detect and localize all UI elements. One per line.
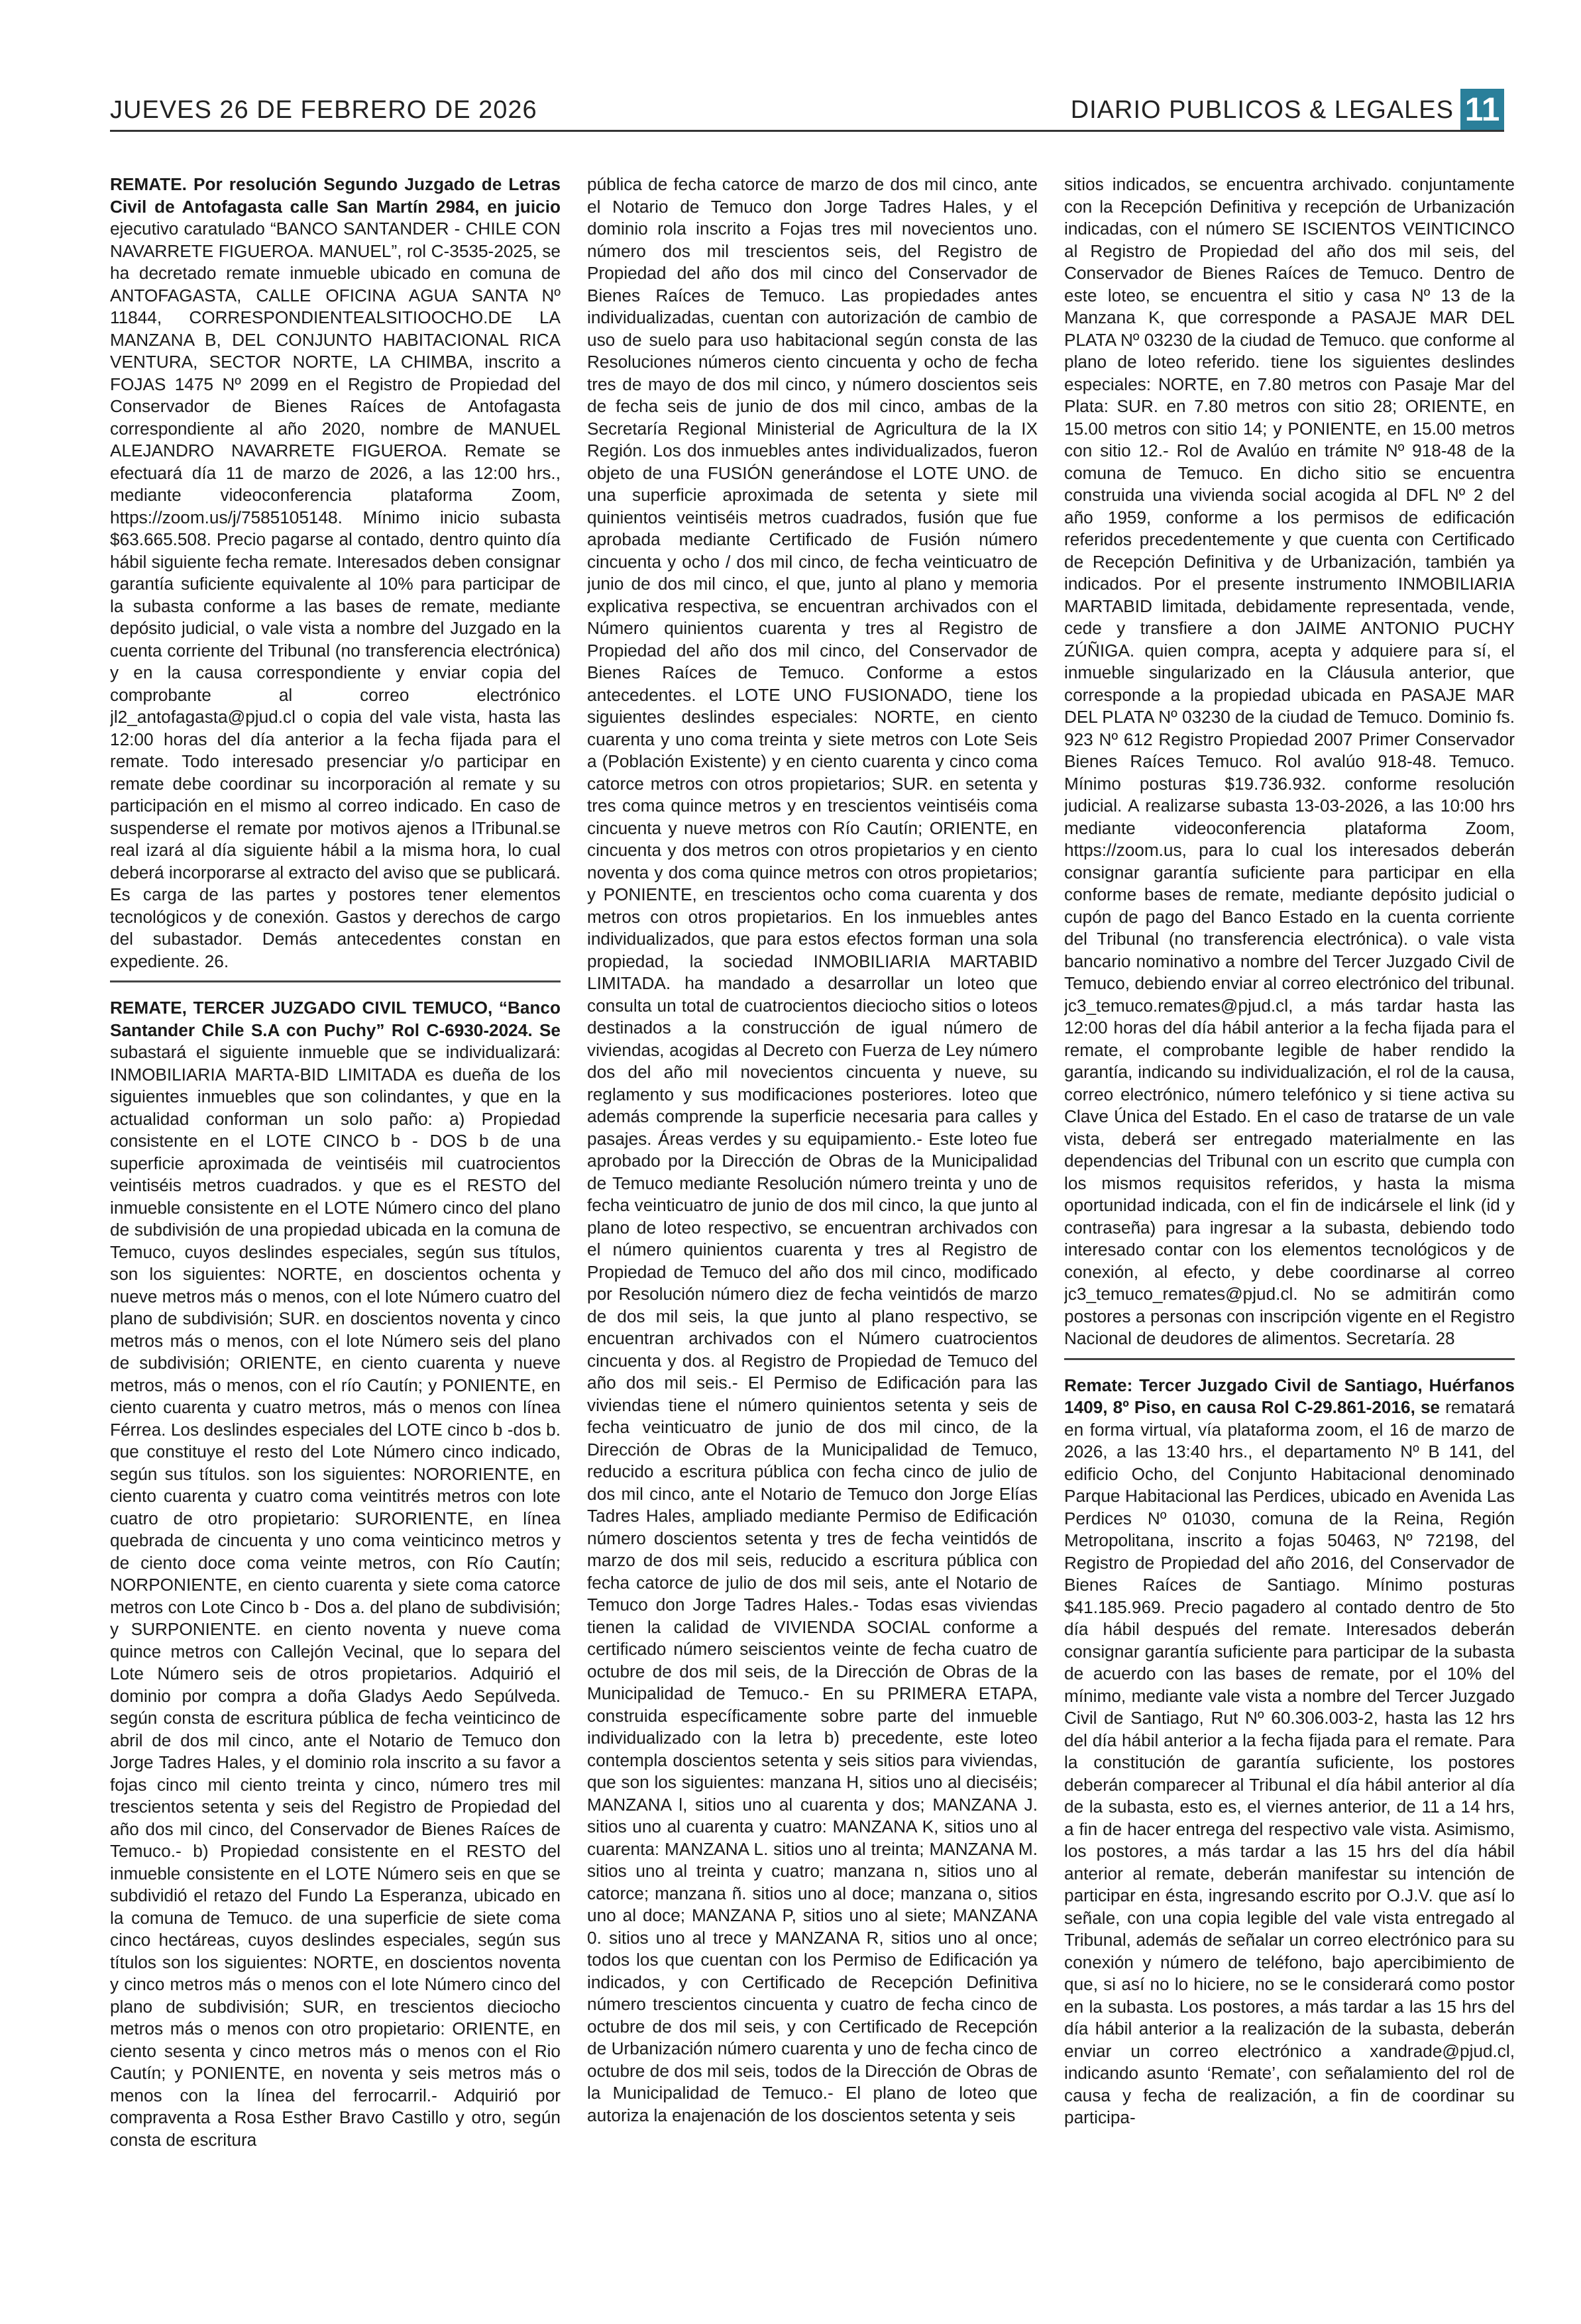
header-rule bbox=[110, 130, 1504, 132]
notice-remate-santiago bbox=[1064, 1375, 1515, 2129]
notice-remate-temuco bbox=[110, 997, 561, 2151]
newspaper-title: DIARIO PUBLICOS & LEGALES bbox=[1070, 96, 1454, 124]
column-1 bbox=[110, 174, 561, 2294]
notice-body: rematará en forma virtual, vía plataforma zoom, el 16 de marzo de 2026, a las 13:40 hrs., el departamento Nº B 141, del edificio Ocho, del Conjunto Habitacional denominado Parque Habitacional las Perdices, ubicado en Avenida Las Perdices Nº 01030, comuna de la Reina, Región Metropolitana, inscrito a fojas 50463, Nº 72198, del Registro de Propiedad del año 2016, del Conservador de Bienes Raíces de Santiago. Mínimo posturas $41.185.969. Precio pagadero al contado dentro de 5to día hábil después del remate. Interesados deberán consignar garantía suficiente para participar de la subasta de acuerdo con las bases de remate, por el 10% del mínimo, mediante vale vista a nombre del Tercer Juzgado Civil de Santiago, Rut Nº 60.306.003-2, hasta las 12 hrs del día hábil anterior a la fecha fijada para el remate. Para la constitución de garantía suficiente, los postores deberán comparecer al Tribunal el día hábil anterior al día de la subasta, esto es, el viernes anterior, de 11 a 14 hrs, a fin de hacer entrega del respectivo vale vista. Asimismo, los postores, a más tardar a las 15 hrs del día hábil anterior al remate, deberán manifestar su intención de participar en ésta, ingresando escrito por O.J.V. que así lo señale, con una copia legible del vale vista entregado al Tribunal, además de señalar un correo electrónico para su conexión y número de teléfono, bajo apercibimiento de que, si así no lo hiciere, no se le considerará como postor en la subasta. Los postores, a más tardar a las 15 hrs del día hábil anterior a la realización de la subasta, deberán enviar un correo electrónico a xandrade@pjud.cl, indicando asunto ‘Remate’, con señalamiento del rol de causa y fecha de realización, a fin de coordinar su participa- bbox=[1064, 1397, 1515, 2127]
notice-lead: REMATE. Por resolución Segundo Juzgado de Letras Civil de Antofagasta calle San Martín 2984, en juicio bbox=[110, 174, 561, 217]
notice-lead: Remate: Tercer Juzgado Civil de Santiago, Huérfanos 1409, 8º Piso, en causa Rol C-29.861-2016, se bbox=[1064, 1375, 1515, 1417]
notice-body: ejecutivo caratulado “BANCO SANTANDER - CHILE CON NAVARRETE FIGUEROA. MANUEL”, rol C-3535-2025, se ha decretado remate inmueble ubicado en comuna de ANTOFAGASTA, CALLE OFICINA AGUA SANTA Nº 11844, CORRESPONDIENTEALSITIOOCHO.DE LA MANZANA B, DEL CONJUNTO HABITACIONAL RICA VENTURA, SECTOR NORTE, LA CHIMBA, inscrito a FOJAS 1475 Nº 2099 en el Registro de Propiedad del Conservador de Bienes Raíces de Antofagasta correspondiente al año 2020, nombre de MANUEL ALEJANDRO NAVARRETE FIGUEROA. Remate se efectuará día 11 de marzo de 2026, a las 12:00 hrs., mediante videoconferencia plataforma Zoom, https://zoom.us/j/7585105148. Mínimo inicio subasta $63.665.508. Precio pagarse al contado, dentro quinto día hábil siguiente fecha remate. Interesados deben consignar garantía suficiente equivalente al 10% para participar de la subasta conforme a las bases de remate, mediante depósito judicial, o vale vista a nombre del Juzgado en la cuenta corriente del Tribunal (no transferencia electrónica) y en la causa correspondiente y enviar copia del comprobante al correo electrónico jl2_antofagasta@pjud.cl o copia del vale vista, hasta las 12:00 horas del día anterior a la fecha fijada para el remate. Todo interesado presenciar y/o participar en remate debe coordinar su incorporación al remate y su participación en el mismo al correo indicado. En caso de suspenderse el remate por motivos ajenos a lTribunal.se real izará al día siguiente hábil a la misma hora, lo cual deberá incorporarse al extracto del aviso que se publicará. Es carga de las partes y postores tener elementos tecnológicos y de conexión. Gastos y derechos de cargo del subastador. Demás antecedentes constan en expediente. 26. bbox=[110, 219, 561, 971]
notice-remate-antofagasta bbox=[110, 174, 561, 973]
notice-lead: REMATE, TERCER JUZGADO CIVIL TEMUCO, “Banco Santander Chile S.A con Puchy” Rol C-6930-2024. Se bbox=[110, 998, 561, 1040]
page-number: 11 bbox=[1460, 89, 1504, 130]
notice-remate-temuco-cont: pública de fecha catorce de marzo de dos mil cinco, ante el Notario de Temuco don Jorge Tadres Hales, y el dominio rola inscrito a Fojas tres mil novecientos uno. número dos mil trescientos seis, del Registro de Propiedad del año dos mil cinco del Conservador de Bienes Raíces de Temuco. Las propiedades antes individualizadas, cuentan con autorización de cambio de uso de suelo para uso habitacional según consta de las Resoluciones números ciento cincuenta y ocho de fecha tres de mayo de dos mil cinco, y número doscientos seis de fecha seis de junio de dos mil cinco, ambas de la Secretaría Regional Ministerial de Agricultura de la IX Región. Los dos inmuebles antes individualizados, fueron objeto de una FUSIÓN generándose el LOTE UNO. de una superficie aproximada de setenta y siete mil quinientos veintiséis metros cuadrados, fusión que fue aprobada mediante Certificado de Fusión número cincuenta y ocho / dos mil cinco, de fecha veinticuatro de junio de dos mil cinco, el que, junto al plano y memoria explicativa respectiva, se encuentran archivados con el Número quinientos cuarenta y tres al Registro de Propiedad del año dos mil cinco, del Conservador de Bienes Raíces de Temuco. Conforme a estos antecedentes. el LOTE UNO FUSIONADO, tiene los siguientes deslindes especiales: NORTE, en ciento cuarenta y uno coma treinta y siete metros con Lote Seis a (Población Existente) y en ciento cuarenta y cinco coma catorce metros con otros propietarios; SUR. en setenta y tres coma quince metros y en trescientos veintiséis coma cincuenta y nueve metros con Río Cautín; ORIENTE, en cincuenta y dos metros con otros propietarios y en ciento noventa y dos coma quince metros con otros propietarios; y PONIENTE, en trescientos ocho coma cuarenta y dos metros con otros propietarios. En los inmuebles antes individualizados, que para estos efectos forman una sola propiedad, la sociedad INMOBILIARIA MARTABID LIMITADA. ha mandado a desarrollar un loteo que consulta un total de cuatrocientos dieciocho sitios o loteos destinados a la construcción de igual número de viviendas, acogidas al Decreto con Fuerza de Ley número dos del año mil novecientos cincuenta y nueve, su reglamento y sus modificaciones posteriores. loteo que además comprende la superficie necesaria para calles y pasajes. Áreas verdes y su equipamiento.- Este loteo fue aprobado por la Dirección de Obras de la Municipalidad de Temuco mediante Resolución número treinta y uno de fecha veinticuatro de junio de dos mil cinco, la que junto al plano de loteo respectivo, se encuentran archivados con el número quinientos cuarenta y tres al Registro de Propiedad de Temuco del año dos mil cinco, modificado por Resolución número diez de fecha veintidós de marzo de dos mil seis, la que junto al plano respectivo, se encuentran archivados con el Número cuatrocientos cincuenta y dos. al Registro de Propiedad de Temuco del año dos mil seis.- El Permiso de Edificación para las viviendas tiene el número quinientos setenta y seis de fecha veinticuatro de junio de dos mil cinco, de la Dirección de Obras de la Municipalidad de Temuco, reducido a escritura pública con fecha cinco de julio de dos mil cinco, ante el Notario de Temuco don Jorge Elías Tadres Hales, ampliado mediante Permiso de Edificación número doscientos setenta y tres de fecha veintidós de marzo de dos mil seis, reducido a escritura pública con fecha catorce de julio de dos mil seis, ante el Notario de Temuco don Jorge Tadres Hales.- Todas esas viviendas tienen la calidad de VIVIENDA SOCIAL conforme a certificado número seiscientos veinte de fecha cuatro de octubre de dos mil seis, de la Dirección de Obras de la Municipalidad de Temuco.- En su PRIMERA ETAPA, construida específicamente sobre parte del inmueble individualizado con la letra b) precedente, este loteo contempla doscientos setenta y seis sitios para viviendas, que son los siguientes: manzana H, sitios uno al dieciséis; MANZANA l, sitios uno al cuarenta y dos; MANZANA J. sitios uno al cuarenta y cuatro: MANZANA K, sitios uno al cuarenta: MANZANA L. sitios uno al treinta; MANZANA M. sitios uno al treinta y cuatro; manzana n, sitios uno al catorce; manzana ñ. sitios uno al doce; manzana o, sitios uno al doce; MANZANA P, sitios uno al siete; MANZANA 0. sitios uno al trece y MANZANA R, sitios uno al once; todos los que cuentan con los Permiso de Edificación ya indicados, y con Certificado de Recepción Definitiva número trescientos cincuenta y cuatro de fecha cinco de octubre de dos mil seis, y con Certificado de Recepción de Urbanización número cuarenta y uno de fecha cinco de octubre de dos mil seis, todos de la Dirección de Obras de la Municipalidad de Temuco.- El plano de loteo que autoriza la enajenación de los doscientos setenta y seis bbox=[587, 174, 1038, 2125]
notice-separator bbox=[110, 980, 561, 982]
issue-date: JUEVES 26 DE FEBRERO DE 2026 bbox=[110, 96, 537, 124]
notice-separator bbox=[1064, 1358, 1515, 1360]
page-header bbox=[110, 89, 1504, 129]
column-3 bbox=[1064, 174, 1515, 2294]
notice-body: subastará el siguiente inmueble que se individualizará: INMOBILIARIA MARTA-BID LIMITADA es dueña de los siguientes inmuebles que son colindantes, y que en la actualidad conforman un solo paño: a) Propiedad consistente en el LOTE CINCO b - DOS b de una superficie aproximada de veintiséis mil cuatrocientos veintiséis metros cuadrados. y que es el RESTO del inmueble consistente en el LOTE Número cinco del plano de subdivisión de una propiedad ubicada en la comuna de Temuco, cuyos deslindes especiales, según sus títulos, son los siguientes: NORTE, en doscientos ochenta y nueve metros más o menos, con el lote Número cuatro del plano de subdivisión; SUR. en doscientos noventa y cinco metros más o menos, con el lote Número seis del plano de subdivisión; ORIENTE, en ciento cuarenta y nueve metros, más o menos, con el río Cautín; y PONIENTE, en ciento cuarenta y cuatro metros, más o menos con línea Férrea. Los deslindes especiales del LOTE cinco b -dos b. que constituye el resto del Lote Número cinco indicado, según sus títulos. son los siguientes: NORORIENTE, en ciento cuarenta y cuatro coma veintitrés metros con lote cuatro de otro propietario: SURORIENTE, en línea quebrada de cincuenta y uno coma veinticinco metros y de ciento doce coma veinte metros, con Río Cautín; NORPONIENTE, en ciento cuarenta y siete coma catorce metros con Lote Cinco b - Dos a. del plano de subdivisión; y SURPONIENTE. en ciento noventa y nueve coma quince metros con Callejón Vecinal, que lo separa del Lote Número seis de otros propietarios. Adquirió el dominio por compra a doña Gladys Aedo Sepúlveda. según consta de escritura pública de fecha veinticinco de abril de dos mil cinco, ante el Notario de Temuco don Jorge Tadres Hales, y el dominio rola inscrito a su favor a fojas cinco mil ciento treinta y cinco, número tres mil trescientos setenta y seis del Registro de Propiedad del año dos mil cinco, del Conservador de Bienes Raíces de Temuco.- b) Propiedad consistente en el RESTO del inmueble consistente en el LOTE Número seis en que se subdividió el retazo del Fundo La Esperanza, ubicado en la comuna de Temuco. de una superficie de siete coma cinco hectáreas, cuyos deslindes especiales, según sus títulos son los siguientes: NORTE, en doscientos noventa y cinco metros más o menos con el lote Número cinco del plano de subdivisión; SUR, en trescientos dieciocho metros más o menos con otro propietario: ORIENTE, en ciento sesenta y cinco metros más o menos con el Rio Cautín; y PONIENTE, en noventa y seis metros más o menos con la línea del ferrocarril.- Adquirió por compraventa a Rosa Esther Bravo Castillo y otro, según consta de escritura bbox=[110, 1042, 561, 2150]
notice-remate-temuco-end: sitios indicados, se encuentra archivado. conjuntamente con la Recepción Definitiva y recepción de Urbanización indicadas, con el número SE ISCIENTOS VEINTICINCO al Registro de Propiedad del año dos mil seis, del Conservador de Bienes Raíces de Temuco. Dentro de este loteo, se encuentra el sitio y casa Nº 13 de la Manzana K, que corresponde a PASAJE MAR DEL PLATA Nº 03230 de la ciudad de Temuco. que conforme al plano de loteo referido. tiene los siguientes deslindes especiales: NORTE, en 7.80 metros con Pasaje Mar del Plata: SUR. en 7.80 metros con sitio 28; ORIENTE, en 15.00 metros con sitio 14; y PONIENTE, en 15.00 metros con sitio 12.- Rol de Avalúo en trámite Nº 918-48 de la comuna de Temuco. En dicho sitio se encuentra construida una vivienda social acogida al DFL Nº 2 del año 1959, conforme a los permisos de edificación referidos precedentemente y que cuenta con Certificado de Recepción Definitiva y de Urbanización, también ya indicados. Por el presente instrumento INMOBILIARIA MARTABID limitada, debidamente representada, vende, cede y transfiere a don JAIME ANTONIO PUCHY ZÚÑIGA. quien compra, acepta y adquiere para sí, el inmueble singularizado en la Cláusula anterior, que corresponde a la propiedad ubicada en PASAJE MAR DEL PLATA Nº 03230 de la ciudad de Temuco. Dominio fs. 923 Nº 612 Registro Propiedad 2007 Primer Conservador Bienes Raíces Temuco. Rol avalúo 918-48. Temuco. Mínimo posturas $19.736.932. conforme resolución judicial. A realizarse subasta 13-03-2026, a las 10:00 hrs mediante videoconferencia plataforma Zoom, https://zoom.us, para lo cual los interesados deberán consignar garantía suficiente para participar en ella conforme bases de remate, mediante depósito judicial o cupón de pago del Banco Estado en la cuenta corriente del Tribunal (no transferencia electrónica). o vale vista bancario nominativo a nombre del Tercer Juzgado Civil de Temuco, debiendo enviar al correo electrónico del tribunal. jc3_temuco.remates@pjud.cl, a más tardar hasta las 12:00 horas del día hábil anterior a la fecha fijada para el remate, el comprobante legible de haber rendido la garantía, indicando su individualización, el rol de la causa, correo electrónico, número telefónico y si tiene activa su Clave Única del Estado. En el caso de tratarse de un vale vista, deberá ser entregado materialmente en las dependencias del Tribunal con un escrito que cumpla con los mismos requisitos referidos, y hasta la misma oportunidad indicada, con el fin de indicársele el link (id y contraseña) para ingresar a la subasta, debiendo todo interesado contar con los elementos tecnológicos y de conexión, al efecto, y debe coordinarse al correo jc3_temuco_remates@pjud.cl. No se admitirán como postores a personas con inscripción vigente en el Registro Nacional de deudores de alimentos. Secretaría. 28 bbox=[1064, 174, 1515, 1348]
column-2 bbox=[587, 174, 1038, 2294]
